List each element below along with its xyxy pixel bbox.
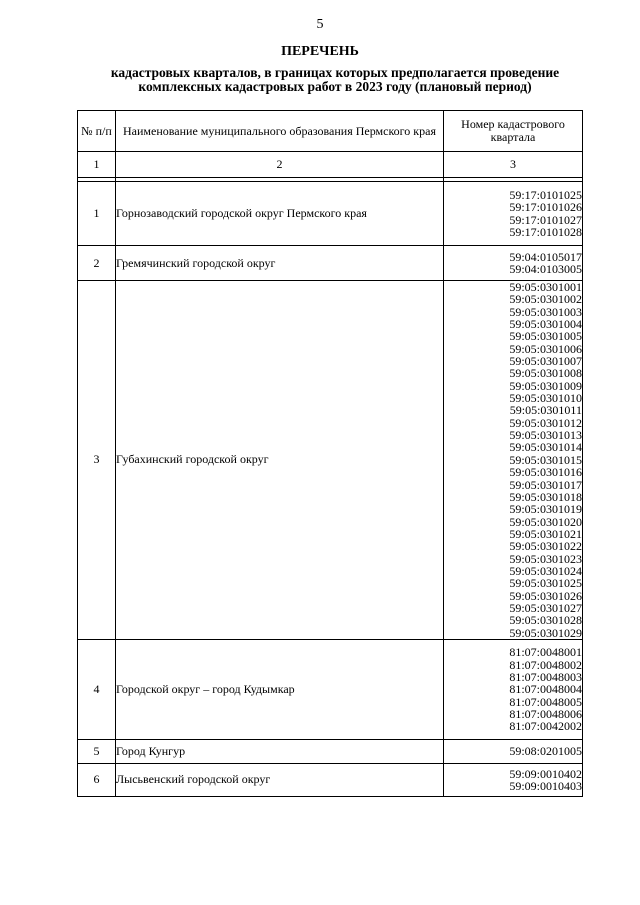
cadastral-number: 59:05:0301027	[509, 600, 582, 615]
column-number-row	[78, 152, 583, 178]
cadastral-number: 59:05:0301011	[509, 403, 582, 418]
cadastral-number: 59:05:0301002	[509, 292, 582, 307]
cadastral-number: 59:17:0101025	[509, 187, 582, 202]
cadastral-number: 59:05:0301019	[509, 502, 582, 517]
cadastral-numbers-cell	[444, 763, 583, 796]
cadastral-number: 59:05:0301025	[509, 576, 582, 591]
cadastral-number: 59:04:0103005	[509, 262, 582, 276]
cadastral-number: 59:08:0201005	[509, 744, 582, 759]
cadastral-number: 59:05:0301023	[509, 551, 582, 566]
cadastral-number: 59:09:0010402	[509, 766, 582, 781]
table-body	[78, 182, 583, 797]
municipality-name: Городской округ – город Кудымкар	[116, 639, 444, 739]
cadastral-number: 59:05:0301003	[509, 304, 582, 319]
cadastral-number: 59:05:0301013	[509, 428, 582, 443]
cadastral-number: 59:05:0301028	[509, 613, 582, 628]
cadastral-number: 59:05:0301015	[509, 452, 582, 467]
column-number: 1	[78, 152, 116, 178]
row-number: 1	[78, 182, 116, 246]
row-number: 4	[78, 639, 116, 739]
cadastral-number: 59:05:0301014	[509, 440, 582, 455]
table-row	[78, 182, 583, 246]
municipality-name: Лысьвенский городской округ	[116, 763, 444, 796]
table-row	[78, 246, 583, 281]
municipality-name: Город Кунгур	[116, 739, 444, 763]
column-number: 2	[116, 152, 444, 178]
cadastral-number: 59:05:0301005	[509, 329, 582, 344]
table-row	[78, 281, 583, 640]
row-number: 5	[78, 739, 116, 763]
cadastral-number: 59:05:0301012	[509, 415, 582, 430]
cadastral-numbers-cell	[444, 281, 583, 640]
header-num: № п/п	[78, 111, 116, 152]
cadastral-number: 59:05:0301029	[509, 625, 582, 640]
row-number: 3	[78, 281, 116, 640]
cadastral-number: 59:05:0301007	[509, 354, 582, 369]
cadastral-number: 59:05:0301021	[509, 526, 582, 541]
column-number: 3	[444, 152, 583, 178]
cadastral-number: 59:05:0301018	[509, 489, 582, 504]
page-number: 5	[316, 17, 324, 32]
cadastral-number: 59:17:0101026	[509, 200, 582, 215]
municipality-name: Губахинский городской округ	[116, 281, 444, 640]
municipality-name: Горнозаводский городской округ Пермского края	[116, 182, 444, 246]
cadastral-number: 81:07:0042002	[509, 719, 582, 734]
document-subtitle: кадастровых кварталов, в границах которых предполагается проведение комплексных кадастровых работ в 2023 году (плановый период)	[110, 65, 560, 94]
cadastral-number: 59:05:0301016	[509, 465, 582, 480]
cadastral-numbers-cell	[444, 246, 583, 281]
cadastral-number: 59:05:0301010	[509, 391, 582, 406]
cadastral-numbers-cell	[444, 639, 583, 739]
cadastral-number: 59:05:0301009	[509, 378, 582, 393]
cadastral-number: 81:07:0048003	[509, 669, 582, 684]
cadastral-number: 81:07:0048001	[509, 645, 582, 660]
table-row	[78, 639, 583, 739]
cadastral-number: 59:05:0301020	[509, 514, 582, 529]
cadastral-number: 59:09:0010403	[509, 778, 582, 793]
header-cadastral-number: Номер кадастрового квартала	[444, 111, 583, 152]
municipality-name: Гремячинский городской округ	[116, 246, 444, 281]
row-number: 2	[78, 246, 116, 281]
cadastral-number: 81:07:0048006	[509, 706, 582, 721]
cadastral-numbers-cell	[444, 739, 583, 763]
cadastral-number: 59:05:0301006	[509, 341, 582, 356]
cadastral-number: 59:05:0301004	[509, 317, 582, 332]
cadastral-number: 59:05:0301022	[509, 539, 582, 554]
document-title: ПЕРЕЧЕНЬ	[281, 44, 359, 59]
table-header-row	[78, 111, 583, 152]
cadastral-number: 59:05:0301017	[509, 477, 582, 492]
cadastral-number: 59:05:0301001	[509, 280, 582, 294]
cadastral-number: 81:07:0048002	[509, 657, 582, 672]
row-number: 6	[78, 763, 116, 796]
cadastral-number: 59:17:0101028	[509, 224, 582, 239]
cadastral-number: 59:05:0301026	[509, 588, 582, 603]
cadastral-number: 81:07:0048004	[509, 682, 582, 697]
table-row	[78, 739, 583, 763]
cadastral-number: 59:05:0301024	[509, 563, 582, 578]
cadastral-number: 59:05:0301008	[509, 366, 582, 381]
cadastral-quarters-table	[77, 110, 583, 797]
cadastral-numbers-cell	[444, 182, 583, 246]
table-row	[78, 763, 583, 796]
cadastral-number: 59:04:0105017	[509, 249, 582, 264]
header-municipality: Наименование муниципального образования Пермского края	[116, 111, 444, 152]
cadastral-number: 81:07:0048005	[509, 694, 582, 709]
cadastral-number: 59:17:0101027	[509, 212, 582, 227]
